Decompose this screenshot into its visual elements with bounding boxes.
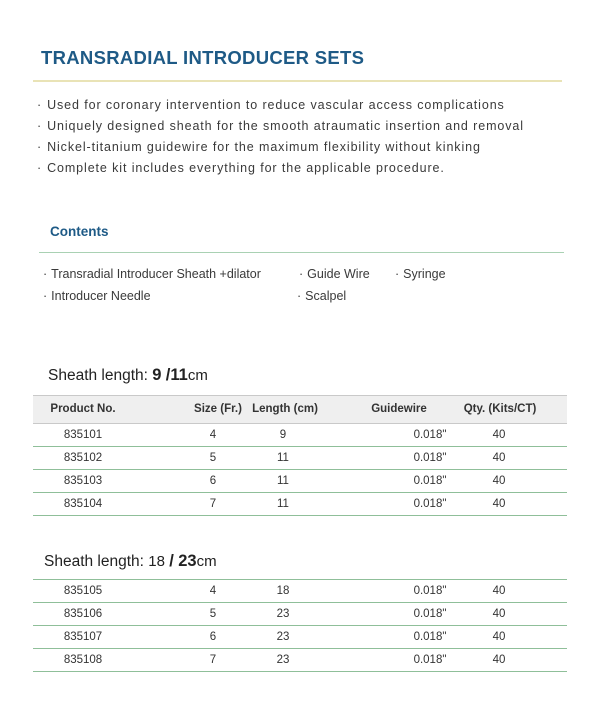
header-guidewire: Guidewire — [371, 403, 427, 415]
contents-item-scalpel: · Scalpel — [297, 289, 346, 303]
contents-item-guide-wire: · Guide Wire — [299, 267, 370, 281]
cell-product: 835102 — [63, 452, 103, 464]
table-row — [33, 470, 567, 493]
feature-item: · Complete kit includes everything for the applicable procedure. — [37, 160, 524, 181]
sheath-length-label: Sheath length: — [48, 367, 148, 384]
contents-item-syringe: · Syringe — [395, 267, 446, 281]
cell-size: 4 — [209, 585, 217, 597]
header-qty: Qty. (Kits/CT) — [463, 403, 537, 415]
cell-product: 835106 — [63, 608, 103, 620]
product-table-2 — [33, 579, 567, 672]
product-table-1 — [33, 395, 567, 516]
cell-guidewire: 0.018" — [413, 608, 447, 620]
cell-guidewire: 0.018" — [413, 631, 447, 643]
header-length: Length (cm) — [252, 403, 318, 415]
cell-guidewire: 0.018" — [413, 475, 447, 487]
cell-product: 835103 — [63, 475, 103, 487]
cell-length: 18 — [276, 585, 290, 597]
sheath-length-unit: cm — [187, 367, 208, 384]
cell-product: 835104 — [63, 498, 103, 510]
cell-guidewire: 0.018" — [413, 498, 447, 510]
cell-product: 835105 — [63, 585, 103, 597]
cell-qty: 40 — [492, 429, 506, 441]
table-row — [33, 580, 567, 603]
cell-qty: 40 — [492, 654, 506, 666]
sheath-length-b: 23 — [178, 552, 197, 570]
contents-heading: Contents — [50, 224, 109, 239]
cell-guidewire: 0.018" — [413, 585, 447, 597]
sheath-length-heading-1 — [48, 366, 208, 385]
page-title: TRANSRADIAL INTRODUCER SETS — [41, 47, 365, 68]
title-divider — [33, 80, 562, 82]
sheath-length-sep: / — [165, 366, 171, 384]
cell-size: 7 — [209, 654, 217, 666]
sheath-length-heading-2 — [44, 552, 217, 571]
cell-size: 5 — [209, 452, 217, 464]
table-header — [33, 395, 567, 424]
cell-length: 11 — [277, 475, 289, 487]
cell-size: 4 — [209, 429, 217, 441]
table-row — [33, 603, 567, 626]
table-row — [33, 493, 567, 516]
header-product-no: Product No. — [50, 403, 116, 415]
sheath-length-b: 11 — [170, 366, 188, 384]
cell-length: 9 — [279, 429, 287, 441]
sheath-length-sep: / — [169, 552, 174, 570]
cell-length: 11 — [277, 452, 289, 464]
cell-size: 5 — [209, 608, 217, 620]
cell-size: 6 — [209, 475, 217, 487]
table-row — [33, 649, 567, 672]
feature-item: · Used for coronary intervention to reduce vascular access complications — [37, 97, 524, 118]
sheath-length-label: Sheath length: — [44, 553, 144, 570]
contents-item-needle: · Introducer Needle — [43, 289, 151, 303]
cell-qty: 40 — [492, 631, 506, 643]
feature-item: · Uniquely designed sheath for the smooth atraumatic insertion and removal — [37, 118, 524, 139]
cell-qty: 40 — [492, 585, 506, 597]
cell-guidewire: 0.018" — [413, 654, 447, 666]
header-size: Size (Fr.) — [194, 403, 242, 415]
cell-length: 23 — [276, 631, 290, 643]
cell-length: 11 — [277, 498, 289, 510]
sheath-length-a: 9 — [152, 366, 162, 384]
cell-product: 835101 — [63, 429, 103, 441]
table-row — [33, 424, 567, 447]
cell-product: 835107 — [63, 631, 103, 643]
cell-qty: 40 — [492, 608, 506, 620]
cell-product: 835108 — [63, 654, 103, 666]
cell-guidewire: 0.018" — [413, 429, 447, 441]
table-row — [33, 447, 567, 470]
sheath-length-unit: cm — [196, 553, 217, 570]
cell-qty: 40 — [492, 475, 506, 487]
cell-size: 6 — [209, 631, 217, 643]
cell-qty: 40 — [492, 498, 506, 510]
feature-list — [37, 97, 524, 181]
contents-divider — [39, 252, 564, 253]
sheath-length-a: 18 — [148, 553, 165, 570]
contents-item-sheath: · Transradial Introducer Sheath +dilator — [43, 267, 261, 281]
cell-qty: 40 — [492, 452, 506, 464]
cell-size: 7 — [209, 498, 217, 510]
cell-length: 23 — [276, 654, 290, 666]
cell-length: 23 — [276, 608, 290, 620]
table-row — [33, 626, 567, 649]
feature-item: · Nickel-titanium guidewire for the maximum flexibility without kinking — [37, 139, 524, 160]
cell-guidewire: 0.018" — [413, 452, 447, 464]
